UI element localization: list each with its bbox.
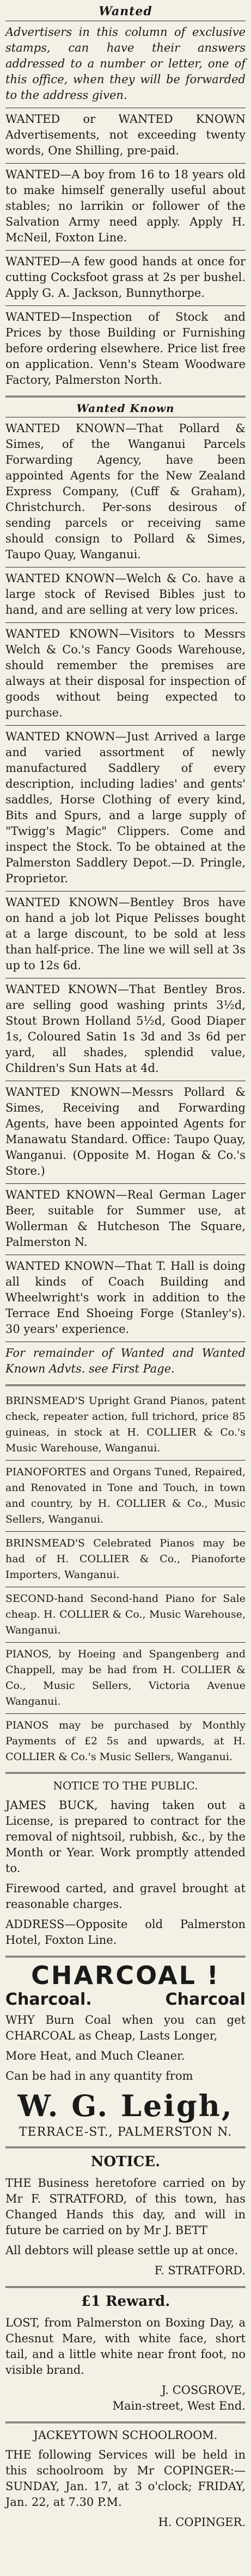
ad-wanted-boy: WANTED—A boy from 16 to 18 years old to make himself generally useful about stables; no larrikin or follower of the Salvation Army need apply. Apply H. McNeil, Foxton Line. (5, 168, 246, 244)
charcoal-name: W. G. Leigh, (17, 2088, 234, 2123)
stratford-body: THE Business heretofore carried on by Mr F. STRATFORD, of this town, has Changed Hands this day, and will in future be carried on by Mr J. BETT (5, 2176, 246, 2237)
divider (5, 1956, 246, 1957)
notice-public-address: ADDRESS—Opposite old Palmerston Hotel, Foxton Line. (5, 1918, 246, 1947)
divider (5, 396, 246, 397)
ad-welch-visitors: WANTED KNOWN—Visitors to Messrs Welch & Co.'s Fancy Goods Warehouse, should remember the premises are always at their disposal for inspection of goods without being expected to purchase. (5, 627, 246, 719)
ad-text: PIANOS, by Hoeing and Spangenberg and Chappell, may be had from H. COLLIER & Co., Music Sellers, Victoria Avenue Wanganui. (5, 1648, 246, 1707)
ad-wanted-inspection: WANTED—Inspection of Stock and Prices by those Building or Furnishing before ordering elsewhere. Price list free on application. Venn's Steam Woodware Factory, Palmerston North. (5, 310, 246, 386)
jackeytown-body: THE following Services will be held in this schoolroom by Mr COPINGER:—SUNDAY, Jan. 17, at 3 o'clock; FRIDAY, Jan. 22, at 7.30 P.M. (5, 2448, 246, 2509)
notice-public-firewood: Firewood carted, and gravel brought at reasonable charges. (5, 1882, 246, 1911)
divider (5, 2147, 246, 2148)
jackeytown-title: JACKEYTOWN SCHOOLROOM. (33, 2429, 218, 2442)
ad-wanted-advertisements: WANTED or WANTED KNOWN Advertisements, not exceeding twenty words, One Shilling, pre-paid. (5, 113, 246, 157)
ad-text: BRINSMEAD'S Celebrated Pianos may be had of H. COLLIER & Co., Pianoforte Importers, Wanganui. (5, 1537, 246, 1581)
divider (5, 2422, 246, 2423)
charcoal-address: TERRACE-ST., PALMERSTON N. (19, 2125, 232, 2139)
charcoal-body1: WHY Burn Coal when you can get CHARCOAL as Cheap, Lasts Longer, (5, 2013, 246, 2042)
reward-body: LOST, from Palmerston on Boxing Day, a Chesnut Mare, with white face, short tail, and a little white near front foot, no visible brand. (5, 2316, 246, 2377)
ad-intro: Advertisers in this column of exclusive stamps, can have their answers addressed to a number or letter, one of this office, when they will be forwarded to the address given. (5, 26, 246, 102)
notice-public-title: NOTICE TO THE PUBLIC. (53, 1779, 198, 1792)
ad-welch-bibles: WANTED KNOWN—Welch & Co. have a large stock of Revised Bibles just to hand, and are selling at very low prices. (5, 572, 246, 616)
ad-lager: WANTED KNOWN—Real German Lager Beer, suitable for Summer use, at Wollerman & Hutcheson The Square, Palmerston N. (5, 1188, 246, 1249)
ad-simes-agents: WANTED KNOWN—Messrs Pollard & Simes, Receiving and Forwarding Agents, have been appointed Agents for Manawatu Standard. Office: Taupo Quay, Wanganui. (Opposite M. Hogan & Co.'s Store.) (5, 1086, 246, 1177)
charcoal-body3: Can be had in any quantity from (5, 2069, 193, 2082)
ad-saddlery: WANTED KNOWN—Just Arrived a large and varied assortment of newly manufactured Saddlery of every description, including ladies' and gents' saddles, Horse Clothing of every kind, Bits and Spurs, and a large supply of "Twigg's Magic" Clippers. Come and inspect the Stock. To be obtained at the Palmerston Saddlery Depot.—D. Pringle, Proprietor. (5, 730, 246, 885)
charcoal-left: Charcoal. (5, 1990, 92, 2009)
ad-text: PIANOS may be purchased by Monthly Payments of £2 5s and upwards, at H. COLLIER & Co.'s Music Sellers, Wanganui. (5, 1719, 246, 1763)
ad-text: BRINSMEAD'S Upright Grand Pianos, patent check, repeater action, full trichord, price 85 guineas, in stock at H. COLLIER & Co.'s Music Warehouse, Wanganui. (5, 1395, 246, 1454)
ad-bentley-prints: WANTED KNOWN—That Bentley Bros. are selling good washing prints 3½d, Stout Brown Holland 5½d, Good Diaper 1s, Coloured Satin 1s 3d and 3s 6d per yard, all shades, splendid value, Children's Sun Hats at 4d. (5, 983, 246, 1075)
section-title-wanted-known: Wanted Known (76, 402, 175, 415)
divider (5, 1384, 246, 1386)
reward-sign1: J. COSGROVE, (161, 2384, 246, 2397)
ad-pollard-simes: WANTED KNOWN—That Pollard & Simes, of the Wanganui Parcels Forwarding Agency, have been appointed Agents for the New Zealand Express Company, (Cuff & Graham), Christchurch. Per-sons desirous of sending parcels or receiving same should consign to Pollard & Simes, Taupo Quay, Wanganui. (5, 422, 246, 561)
section-title-wanted: Wanted (99, 4, 152, 18)
ad-instalments (5, 1714, 246, 1769)
charcoal-right: Charcoal (165, 1990, 246, 2009)
charcoal-body2: More Heat, and Much Cleaner. (5, 2049, 185, 2062)
ad-hoeing (5, 1643, 246, 1713)
divider (5, 1772, 246, 1774)
ad-wanted-gang: WANTED—A few good hands at once for cutting Cocksfoot grass at 2s per bushel. Apply G. A. Jackson, Bunnythorpe. (5, 255, 246, 300)
ad-second-hand (5, 1587, 246, 1642)
ad-hall: WANTED KNOWN—That T. Hall is doing all kinds of Coach Building and Wheelwright's work in addition to the Terrace End Shoeing Forge (Stanley's). 30 years' experience. (5, 1259, 246, 1336)
ad-pianofortes (5, 1461, 246, 1531)
stratford-title: NOTICE. (90, 2154, 161, 2170)
notice-public-body: JAMES BUCK, having taken out a License, is prepared to contract for the removal of nightsoil, rubbish, &c., by the Month or Year. Work promptly attended to. (5, 1799, 246, 1875)
reward-sign2: Main-street, West End. (112, 2399, 246, 2412)
charcoal-subtitle (5, 1990, 246, 2009)
ad-text: SECOND-hand Second-hand Piano for Sale cheap. H. COLLIER & Co., Music Warehouse, Wanganui. (5, 1593, 246, 1636)
charcoal-title: CHARCOAL ! (31, 1961, 220, 1990)
ad-text: PIANOFORTES and Organs Tuned, Repaired, and Renovated in Tone and Touch, in town and country, by H. COLLIER & Co., Music Sellers, Wanganui. (5, 1466, 246, 1525)
stratford-sign: F. STRATFORD. (154, 2264, 246, 2277)
reward-title: £1 Reward. (81, 2293, 170, 2310)
ad-brinsmead-celebrated (5, 1532, 246, 1587)
stratford-thanks: All debtors will please settle up at once. (5, 2244, 238, 2257)
divider (5, 2286, 246, 2288)
jackeytown-sign: H. COPINGER. (158, 2516, 246, 2529)
ad-brinsmead (5, 1389, 246, 1460)
ad-remainder-note: For remainder of Wanted and Wanted Known Advts. see First Page. (5, 1346, 246, 1375)
ad-bentley-bros: WANTED KNOWN—Bentley Bros have on hand a job lot Pique Pelisses bought at a large discount, to be sold at less than half-price. The line we will sell at 3s up to 12s 6d. (5, 896, 246, 972)
